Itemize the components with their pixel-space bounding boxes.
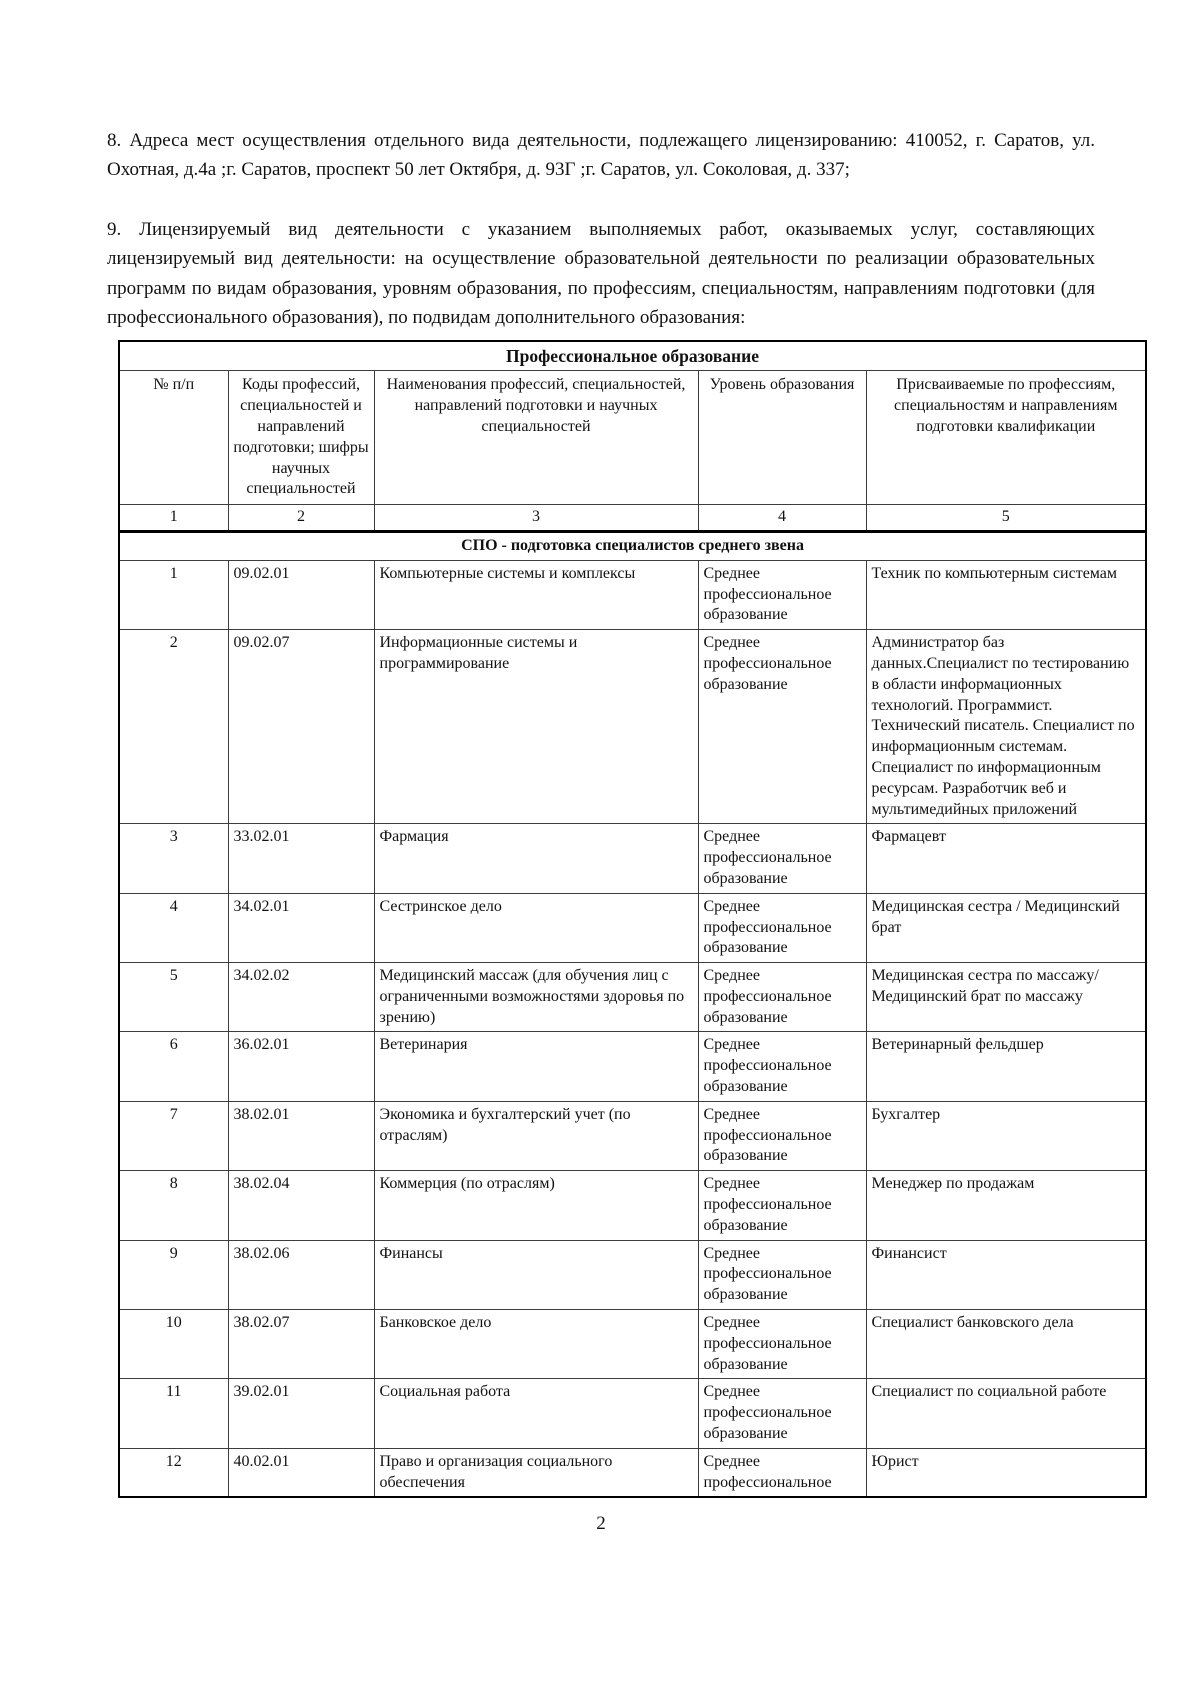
name-cell: Финансы [374, 1240, 698, 1309]
level-cell: Среднее профессиональное образование [698, 1379, 866, 1448]
qualification-cell: Администратор баз данных.Специалист по тестированию в области информационных технологий. Программист. Технический писатель. Специалист по информационным системам. Специалист по информационным ресурсам. Разработчик веб и мультимедийных приложений [866, 630, 1146, 824]
qualification-cell: Фармацевт [866, 824, 1146, 893]
table-row [119, 1032, 1146, 1101]
paragraph-9: 9. Лицензируемый вид деятельности с указанием выполняемых работ, оказываемых услуг, составляющих лицензируемый вид деятельности: на осуществление образовательной деятельности по реализации образовательных программ по видам образования, уровням образования, по профессиям, специальностям, направлениям подготовки (для профессионального образования), по подвидам дополнительного образования: [107, 218, 1095, 329]
level-cell: Среднее профессиональное образование [698, 630, 866, 824]
table-row [119, 1310, 1146, 1379]
table-row [119, 1448, 1146, 1497]
code-cell: 09.02.01 [228, 560, 374, 629]
qualification-cell: Финансист [866, 1240, 1146, 1309]
table-row [119, 893, 1146, 962]
table-row [119, 1171, 1146, 1240]
row-number-cell: 8 [119, 1171, 228, 1240]
qualification-cell: Медицинская сестра / Медицинский брат [866, 893, 1146, 962]
level-cell: Среднее профессиональное образование [698, 963, 866, 1032]
code-cell: 39.02.01 [228, 1379, 374, 1448]
name-cell: Сестринское дело [374, 893, 698, 962]
column-numbers-row [119, 505, 1146, 532]
section-header-row [119, 531, 1146, 560]
column-number: 4 [698, 505, 866, 532]
row-number-cell: 7 [119, 1101, 228, 1170]
table-row [119, 560, 1146, 629]
column-header-names: Наименования профессий, специальностей, направлений подготовки и научных специальностей [374, 371, 698, 505]
row-number-cell: 5 [119, 963, 228, 1032]
code-cell: 09.02.07 [228, 630, 374, 824]
table-header-row [119, 371, 1146, 505]
qualification-cell: Ветеринарный фельдшер [866, 1032, 1146, 1101]
section-header: СПО - подготовка специалистов среднего звена [119, 531, 1146, 560]
level-cell: Среднее профессиональное образование [698, 1032, 866, 1101]
name-cell: Коммерция (по отраслям) [374, 1171, 698, 1240]
row-number-cell: 10 [119, 1310, 228, 1379]
column-header-level: Уровень образования [698, 371, 866, 505]
professional-education-table [118, 340, 1147, 1499]
code-cell: 38.02.07 [228, 1310, 374, 1379]
code-cell: 38.02.06 [228, 1240, 374, 1309]
code-cell: 36.02.01 [228, 1032, 374, 1101]
page-number: 2 [596, 1513, 606, 1535]
code-cell: 33.02.01 [228, 824, 374, 893]
column-number: 3 [374, 505, 698, 532]
name-cell: Экономика и бухгалтерский учет (по отраслям) [374, 1101, 698, 1170]
level-cell: Среднее профессиональное образование [698, 1171, 866, 1240]
level-cell: Среднее профессиональное образование [698, 1240, 866, 1309]
qualification-cell: Специалист по социальной работе [866, 1379, 1146, 1448]
paragraph-8: 8. Адреса мест осуществления отдельного вида деятельности, подлежащего лицензированию: 410052, г. Саратов, ул. Охотная, д.4а ;г. Саратов, проспект 50 лет Октября, д. 93Г ;г. Саратов, ул. Соколовая, д. 337; [107, 130, 1095, 181]
table-row [119, 630, 1146, 824]
table-title-row [119, 341, 1146, 371]
level-cell: Среднее профессиональное образование [698, 1310, 866, 1379]
code-cell: 38.02.01 [228, 1101, 374, 1170]
row-number-cell: 12 [119, 1448, 228, 1497]
name-cell: Право и организация социального обеспечения [374, 1448, 698, 1497]
table-row [119, 824, 1146, 893]
level-cell: Среднее профессиональное образование [698, 1101, 866, 1170]
level-cell: Среднее профессиональное [698, 1448, 866, 1497]
name-cell: Фармация [374, 824, 698, 893]
name-cell: Компьютерные системы и комплексы [374, 560, 698, 629]
qualification-cell: Техник по компьютерным системам [866, 560, 1146, 629]
level-cell: Среднее профессиональное образование [698, 824, 866, 893]
name-cell: Социальная работа [374, 1379, 698, 1448]
row-number-cell: 9 [119, 1240, 228, 1309]
table-row [119, 963, 1146, 1032]
table-row [119, 1240, 1146, 1309]
name-cell: Информационные системы и программирование [374, 630, 698, 824]
row-number-cell: 4 [119, 893, 228, 962]
column-header-qualifications: Присваиваемые по профессиям, специальностям и направлениям подготовки квалификации [866, 371, 1146, 505]
level-cell: Среднее профессиональное образование [698, 893, 866, 962]
row-number-cell: 6 [119, 1032, 228, 1101]
code-cell: 38.02.04 [228, 1171, 374, 1240]
qualification-cell: Юрист [866, 1448, 1146, 1497]
code-cell: 40.02.01 [228, 1448, 374, 1497]
qualification-cell: Менеджер по продажам [866, 1171, 1146, 1240]
table-title: Профессиональное образование [119, 341, 1146, 371]
level-cell: Среднее профессиональное образование [698, 560, 866, 629]
qualification-cell: Бухгалтер [866, 1101, 1146, 1170]
code-cell: 34.02.02 [228, 963, 374, 1032]
column-number: 1 [119, 505, 228, 532]
row-number-cell: 2 [119, 630, 228, 824]
row-number-cell: 11 [119, 1379, 228, 1448]
qualification-cell: Специалист банковского дела [866, 1310, 1146, 1379]
name-cell: Банковское дело [374, 1310, 698, 1379]
table-row [119, 1379, 1146, 1448]
column-number: 2 [228, 505, 374, 532]
code-cell: 34.02.01 [228, 893, 374, 962]
table-row [119, 1101, 1146, 1170]
column-header-codes: Коды профессий, специальностей и направлений подготовки; шифры научных специальностей [228, 371, 374, 505]
qualification-cell: Медицинская сестра по массажу/Медицинский брат по массажу [866, 963, 1146, 1032]
name-cell: Ветеринария [374, 1032, 698, 1101]
name-cell: Медицинский массаж (для обучения лиц с ограниченными возможностями здоровья по зрению) [374, 963, 698, 1032]
row-number-cell: 3 [119, 824, 228, 893]
column-header-num: № п/п [119, 371, 228, 505]
row-number-cell: 1 [119, 560, 228, 629]
column-number: 5 [866, 505, 1146, 532]
